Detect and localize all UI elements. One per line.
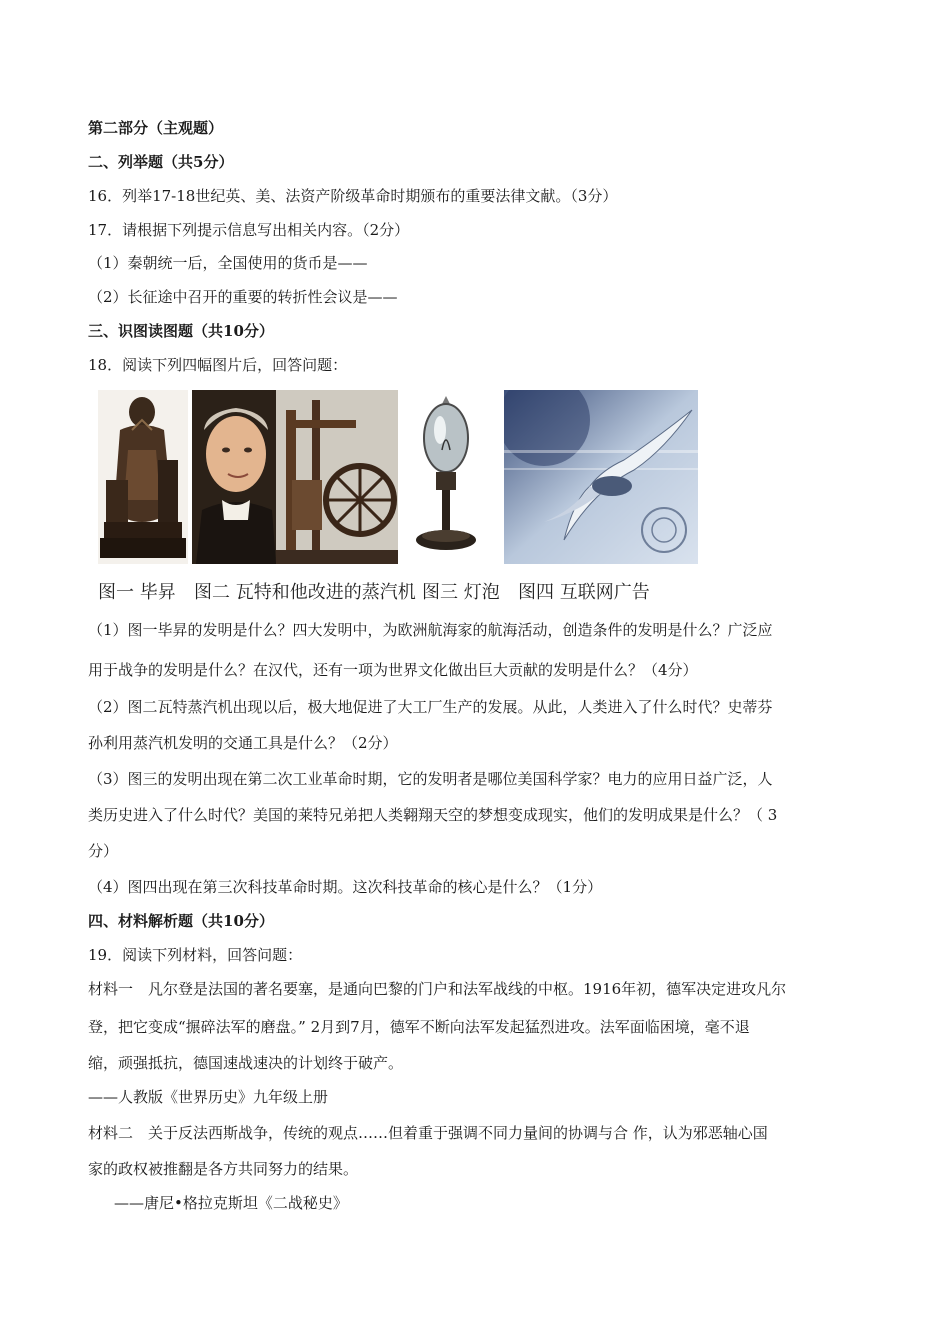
internet-ad-image xyxy=(504,390,698,564)
question-19: 19．阅读下列材料，回答问题： xyxy=(88,946,303,964)
question-18-3-line-2: 类历史进入了什么时代？美国的莱特兄弟把人类翱翔天空的梦想变成现实，他们的发明成果是什么？（ 3 xyxy=(88,806,778,824)
question-18-1-line-2: 用于战争的发明是什么？在汉代，还有一项为世界文化做出巨大贡献的发明是什么？（4分） xyxy=(88,661,698,679)
section-2-title: 二、列举题（共5分） xyxy=(88,153,234,171)
question-18-3-line-1: （3）图三的发明出现在第二次工业革命时期，它的发明者是哪位美国科学家？电力的应用日益广泛，人 xyxy=(88,770,773,788)
question-18-4: （4）图四出现在第三次科技革命时期。这次科技革命的核心是什么？（1分） xyxy=(88,878,603,896)
part-title: 第二部分（主观题） xyxy=(88,119,224,137)
question-18-3-line-3: 分） xyxy=(88,842,119,860)
question-16: 16．列举17-18世纪英、美、法资产阶级革命时期颁布的重要法律文献。（3分） xyxy=(88,187,618,205)
question-17-2: （2）长征途中召开的重要的转折性会议是—— xyxy=(88,288,398,306)
question-18-2-line-1: （2）图二瓦特蒸汽机出现以后，极大地促进了大工厂生产的发展。从此，人类进入了什么时代？史蒂芬 xyxy=(88,698,773,716)
question-18: 18．阅读下列四幅图片后，回答问题： xyxy=(88,356,348,374)
question-18-1-line-1: （1）图一毕昇的发明是什么？四大发明中，为欧洲航海家的航海活动，创造条件的发明是什么？广泛应 xyxy=(88,621,773,639)
section-3-title: 三、识图读图题（共10分） xyxy=(88,322,274,340)
figure-captions xyxy=(98,578,650,604)
edison-bulb-image xyxy=(406,390,486,564)
caption-figure-3: 图三 灯泡 xyxy=(422,582,500,603)
figure-strip xyxy=(88,384,698,606)
question-17-1: （1）秦朝统一后，全国使用的货币是—— xyxy=(88,254,368,272)
question-18-2-line-2: 孙利用蒸汽机发明的交通工具是什么？（2分） xyxy=(88,734,398,752)
bi-sheng-statue-image xyxy=(98,390,188,564)
material-1-line-3: 缩，顽强抵抗，德国速战速决的计划终于破产。 xyxy=(88,1054,404,1072)
material-2-source: ——唐尼•格拉克斯坦《二战秘史》 xyxy=(114,1194,348,1212)
watt-steam-engine-image xyxy=(192,390,398,564)
material-2-line-1: 材料二 关于反法西斯战争，传统的观点……但着重于强调不同力量间的协调与合 作，认为邪恶轴心国 xyxy=(88,1124,768,1142)
caption-figure-1: 图一 毕昇 xyxy=(98,582,176,603)
caption-figure-2: 图二 瓦特和他改进的蒸汽机 xyxy=(194,582,416,603)
material-2-line-2: 家的政权被推翻是各方共同努力的结果。 xyxy=(88,1160,359,1178)
caption-figure-4: 图四 互联网广告 xyxy=(518,582,650,603)
material-1-source: ——人教版《世界历史》九年级上册 xyxy=(88,1088,329,1106)
question-17: 17．请根据下列提示信息写出相关内容。（2分） xyxy=(88,221,410,239)
material-1-line-1: 材料一 凡尔登是法国的著名要塞，是通向巴黎的门户和法军战线的中枢。1916年初，德军决定进攻凡尔 xyxy=(88,980,787,998)
section-4-title: 四、材料解析题（共10分） xyxy=(88,912,274,930)
material-1-line-2: 登，把它变成“搌碎法军的磨盘。” 2月到7月，德军不断向法军发起猛烈进攻。法军面临困境，毫不退 xyxy=(88,1018,750,1036)
